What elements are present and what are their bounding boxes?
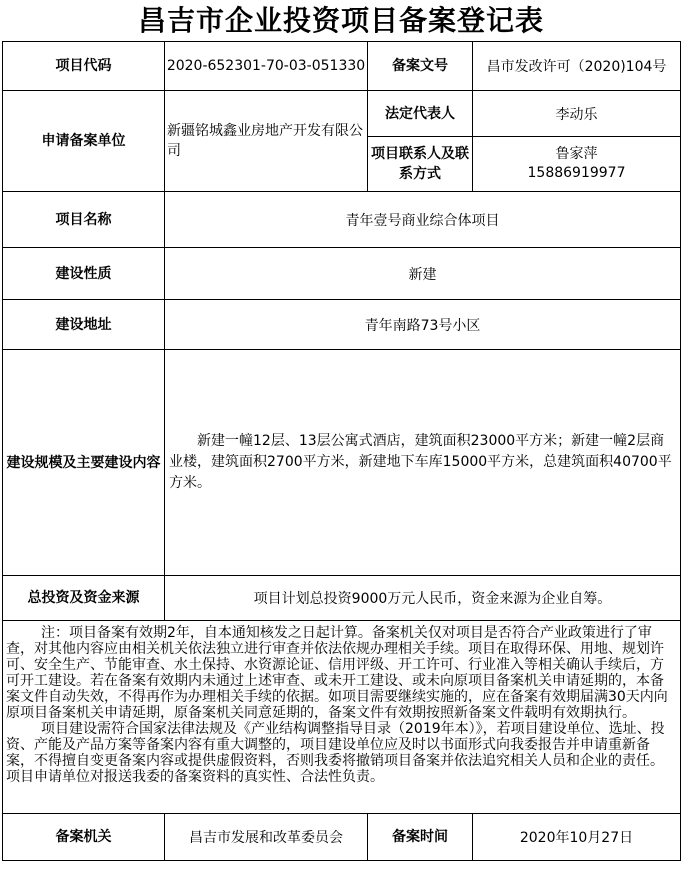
- label-contact: 项目联系人及联系方式: [368, 137, 473, 192]
- value-project-code: 2020-652301-70-03-051330: [165, 42, 368, 91]
- label-authority: 备案机关: [3, 814, 165, 861]
- value-investment: 项目计划总投资9000万元人民币，资金来源为企业自筹。: [165, 576, 681, 621]
- value-applicant: 新疆铭城鑫业房地产开发有限公司: [165, 91, 368, 192]
- contact-name: 鲁家萍: [555, 146, 598, 162]
- label-record-time: 备案时间: [368, 814, 473, 861]
- row-address: [3, 300, 681, 350]
- row-applicant: [3, 91, 681, 137]
- label-project-code: 项目代码: [3, 42, 165, 91]
- contact-phone: 15886919977: [527, 165, 626, 181]
- value-record-time: 2020年10月27日: [473, 814, 681, 861]
- label-nature: 建设性质: [3, 248, 165, 300]
- row-project-name: [3, 192, 681, 248]
- value-scale: 新建一幢12层、13层公寓式酒店，建筑面积23000平方米；新建一幢2层商业楼，建筑面积2700平方米，新建地下车库15000平方米，总建筑面积40700平方米。: [165, 350, 681, 576]
- value-record-no: 昌市发改许可（2020)104号: [473, 42, 681, 91]
- label-address: 建设地址: [3, 300, 165, 350]
- label-applicant: 申请备案单位: [3, 91, 165, 192]
- registration-table: [2, 41, 681, 861]
- label-project-name: 项目名称: [3, 192, 165, 248]
- note-paragraph-1: 注：项目备案有效期2年，自本通知核发之日起计算。备案机关仅对项目是否符合产业政策进行了审查，对其他内容应由相关机关依法独立进行审查并依法依规办理相关手续。项目在取得环保、用地、规划许可、安全生产、节能审查、水土保持、水资源论证、信用评级、开工许可、行业准入等相关确认手续后，方可开工建设。若在备案有效期内未通过上述审查、或未开工建设、或未向原项目备案机关申请延期的，本备案文件自动失效，不得再作为办理相关手续的依据。如项目需要继续实施的，应在备案有效期届满30天内向原项目备案机关申请延期，原备案机关同意延期的，备案文件有效期按照新备案文件载明有效期执行。: [6, 625, 668, 721]
- row-investment: [3, 576, 681, 621]
- row-nature: [3, 248, 681, 300]
- value-legal-rep: 李动乐: [473, 91, 681, 137]
- row-project-code: [3, 42, 681, 91]
- label-legal-rep: 法定代表人: [368, 91, 473, 137]
- row-scale: [3, 350, 681, 576]
- value-authority: 昌吉市发展和改革委员会: [165, 814, 368, 861]
- value-contact: [473, 137, 681, 192]
- note-paragraph-2: 项目建设需符合国家法律法规及《产业结构调整指导目录（2019年本）》，若项目建设单位、选址、投资、产能及产品方案等备案内容有重大调整的，项目建设单位应及时以书面形式向我委报告并申请重新备案，不得擅自变更备案内容或提供虚假资料，否则我委将撤销项目备案并依法追究相关人员和企业的责任。项目申请单位对报送我委的备案资料的真实性、合法性负责。: [6, 721, 665, 785]
- label-investment: 总投资及资金来源: [3, 576, 165, 621]
- form-title: 昌吉市企业投资项目备案登记表: [137, 4, 544, 37]
- notes-cell: [3, 621, 681, 814]
- value-address: 青年南路73号小区: [165, 300, 681, 350]
- label-scale: 建设规模及主要建设内容: [3, 350, 165, 576]
- row-notes: [3, 621, 681, 814]
- row-authority: [3, 814, 681, 861]
- value-nature: 新建: [165, 248, 681, 300]
- label-record-no: 备案文号: [368, 42, 473, 91]
- value-project-name: 青年壹号商业综合体项目: [165, 192, 681, 248]
